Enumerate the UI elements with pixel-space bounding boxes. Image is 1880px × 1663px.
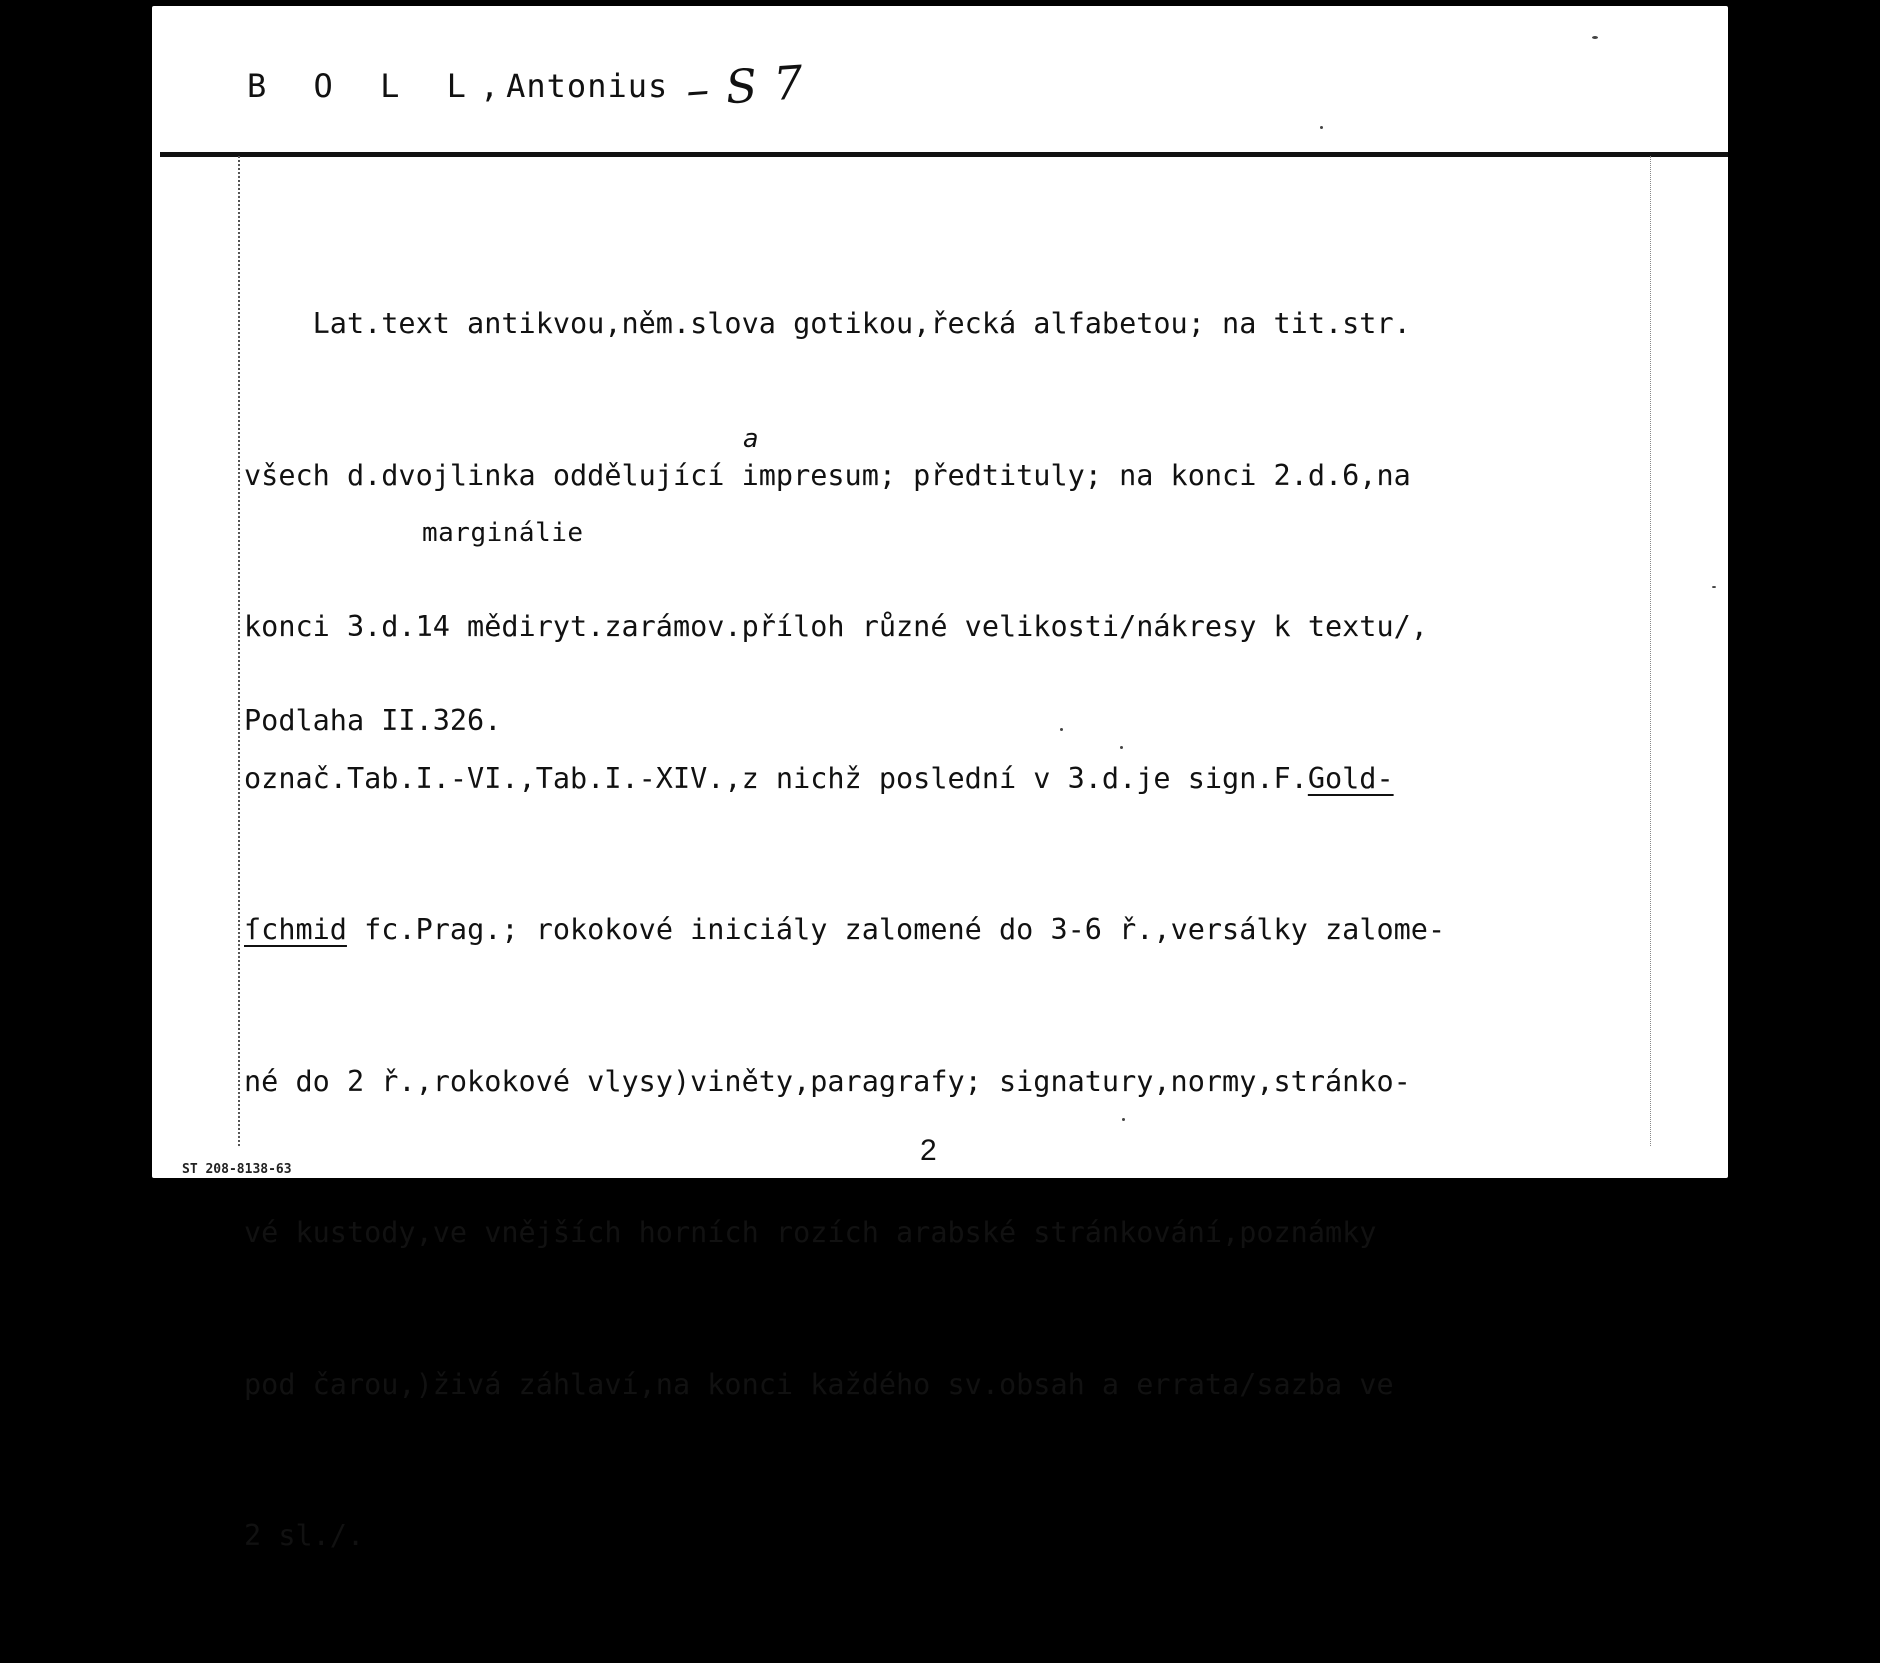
left-margin-line: [238, 156, 240, 1146]
handwritten-insert-marginalie: marginálie: [422, 518, 584, 548]
description-line: [244, 905, 1704, 956]
given-name: Antonius: [506, 67, 669, 105]
description-line-text: označ.Tab.I.-VI.,Tab.I.-XIV.,z nichž poslední v 3.d.je sign.F.: [244, 761, 1308, 795]
description-line: Lat.text antikvou,něm.slova gotikou,řecká alfabetou; na tit.str.: [244, 307, 1411, 340]
surname: B O L L: [247, 67, 480, 105]
paper-speck: [1122, 1118, 1125, 1121]
description-text: [244, 198, 1704, 1663]
paper-speck: [1120, 746, 1123, 749]
paper-speck: [1060, 728, 1063, 731]
description-line: né do 2 ř.,rokokové vlysy)viněty,paragrafy; signatury,normy,stránko-: [244, 1064, 1411, 1098]
catalog-card: [152, 6, 1728, 1552]
description-line: 2 sl./.: [244, 1519, 365, 1552]
citation: Podlaha II.326.: [244, 704, 502, 737]
form-code: ST 208-8138-63: [182, 1162, 292, 1177]
handwritten-insert-a: a: [743, 424, 759, 454]
description-line-text: fc.Prag.; rokokové iniciály zalomené do 3-6 ř.,versálky zalome-: [364, 913, 1446, 946]
description-line: vé kustody,ve vnějších horních rozích arabské stránkování,poznámky: [244, 1216, 1377, 1249]
heading-separator: ,: [479, 67, 501, 105]
underlined-name-part: Gold-: [1307, 761, 1394, 795]
page-number: 2: [920, 1134, 937, 1167]
paper-speck: [1712, 586, 1716, 588]
description-line: pod čarou,)živá záhlaví,na konci každého sv.obsah a errata/sazba ve: [244, 1367, 1394, 1401]
paper-speck: [1320, 126, 1323, 129]
paper-speck: [1592, 36, 1598, 39]
description-line: konci 3.d.14 mědiryt.zarámov.příloh různé velikosti/nákresy k textu/,: [244, 610, 1428, 643]
description-line: všech d.dvojlinka oddělující impresum; předtituly; na konci 2.d.6,na: [244, 458, 1411, 492]
handwritten-mark: – S 7: [684, 54, 807, 118]
underlined-name-part: ſchmid: [244, 913, 347, 946]
card-heading: [247, 54, 807, 118]
description-line: [244, 754, 1704, 805]
heading-rule: [160, 152, 1728, 157]
